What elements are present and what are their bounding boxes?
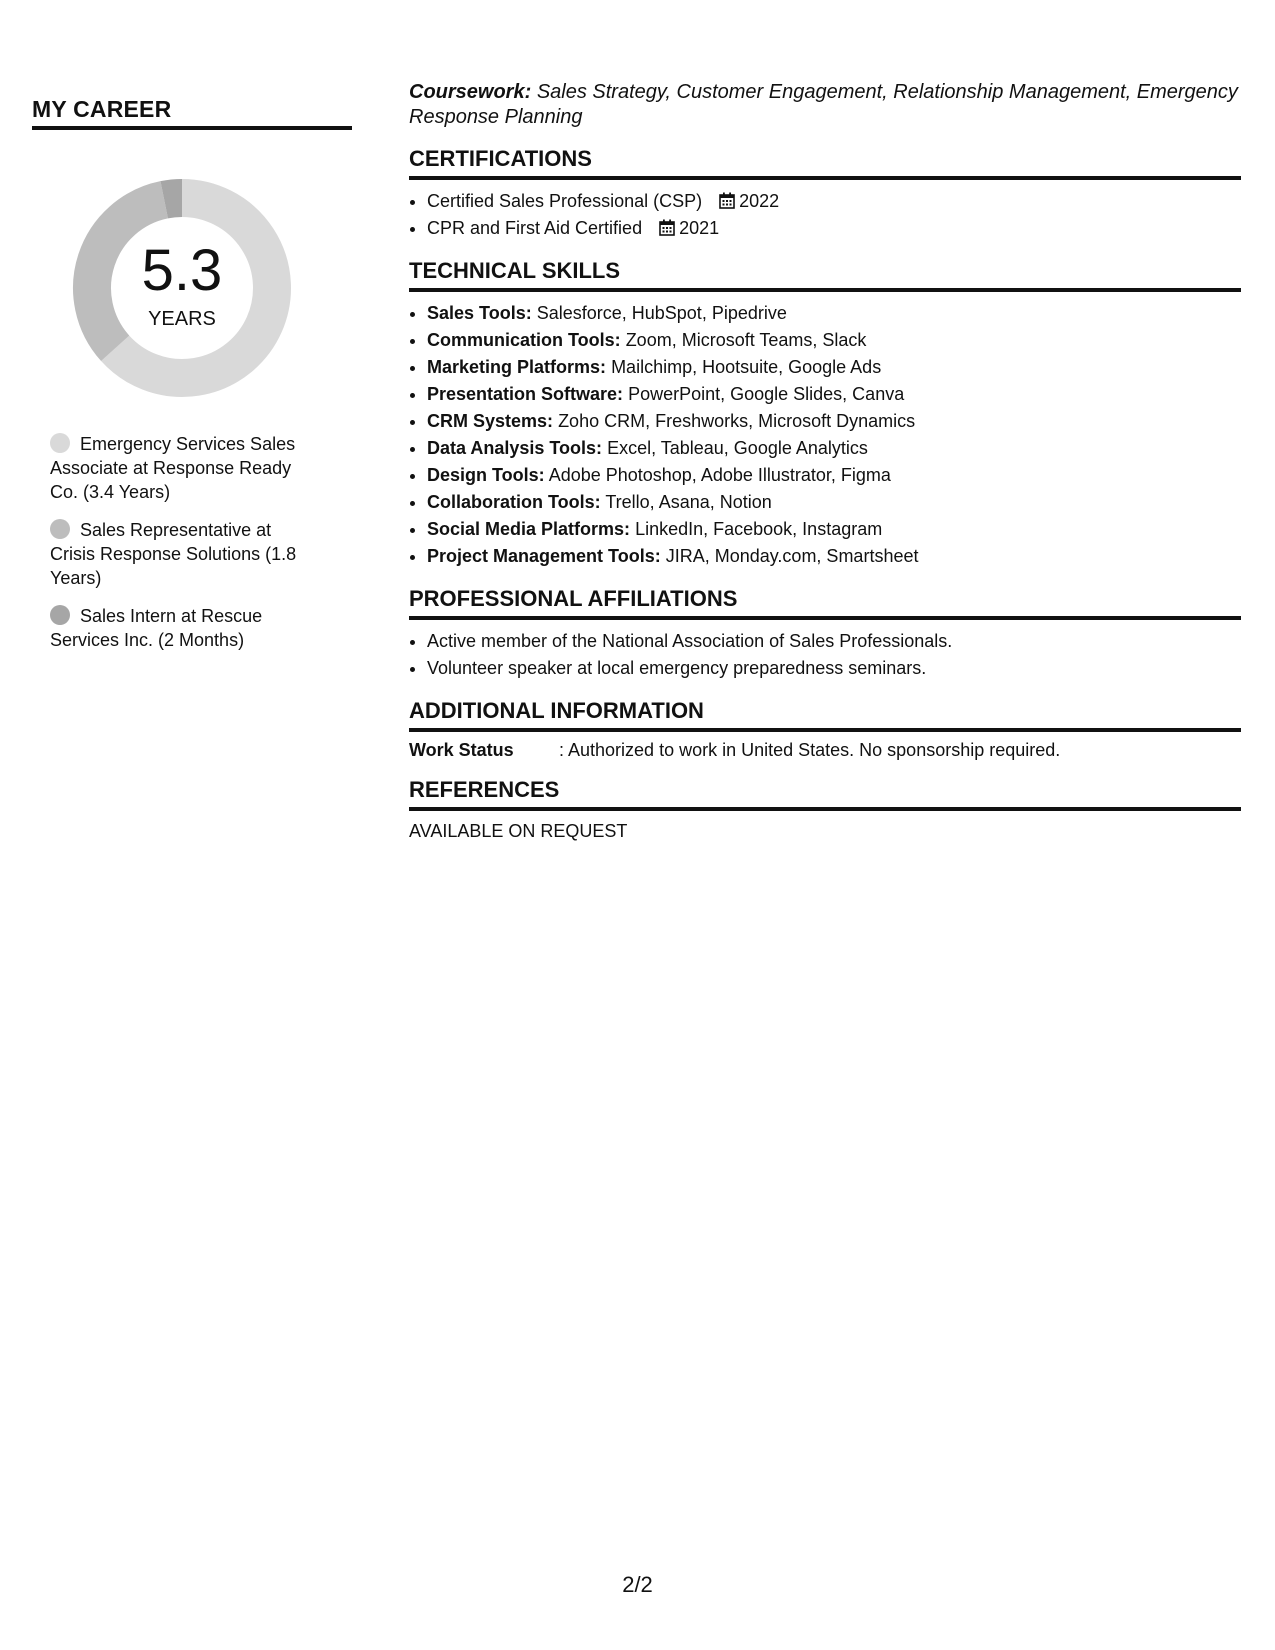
main-content	[409, 80, 1241, 842]
references-heading: REFERENCES	[409, 777, 1241, 811]
work-status-row	[409, 740, 1241, 761]
legend-item	[50, 604, 320, 652]
legend-dot-icon	[50, 605, 70, 625]
skill-label: Collaboration Tools:	[427, 492, 601, 512]
certification-name: Certified Sales Professional (CSP)	[427, 191, 703, 211]
career-sidebar	[32, 96, 352, 666]
skill-item	[427, 300, 1241, 327]
skill-label: CRM Systems:	[427, 411, 554, 431]
legend-dot-icon	[50, 433, 70, 453]
legend-text: Emergency Services Sales Associate at Response Ready Co. (3.4 Years)	[50, 434, 296, 502]
skill-value: Salesforce, HubSpot, Pipedrive	[536, 303, 787, 323]
legend-text: Sales Representative at Crisis Response Solutions (1.8 Years)	[50, 520, 297, 588]
coursework-label: Coursework:	[409, 81, 532, 103]
skill-value: LinkedIn, Facebook, Instagram	[635, 519, 883, 539]
skill-value: Excel, Tableau, Google Analytics	[607, 438, 868, 458]
certification-item	[427, 188, 1241, 215]
career-heading: MY CAREER	[32, 96, 352, 130]
certification-item	[427, 215, 1241, 242]
skill-label: Design Tools:	[427, 465, 545, 485]
skill-item	[427, 354, 1241, 381]
coursework	[409, 80, 1241, 130]
affiliations-heading: PROFESSIONAL AFFILIATIONS	[409, 586, 1241, 620]
work-status-value: : Authorized to work in United States. No sponsorship required.	[559, 740, 1061, 760]
skill-label: Project Management Tools:	[427, 546, 661, 566]
coursework-text: Sales Strategy, Customer Engagement, Relationship Management, Emergency Response Planning	[409, 81, 1238, 128]
legend-text: Sales Intern at Rescue Services Inc. (2 Months)	[50, 606, 263, 650]
skill-label: Data Analysis Tools:	[427, 438, 603, 458]
certification-year: 2021	[679, 218, 720, 238]
skill-item	[427, 381, 1241, 408]
career-donut-chart	[66, 172, 298, 404]
skill-value: Trello, Asana, Notion	[605, 492, 772, 512]
additional-info-heading: ADDITIONAL INFORMATION	[409, 698, 1241, 732]
affiliations-list	[409, 628, 1241, 682]
skill-label: Sales Tools:	[427, 303, 532, 323]
additional-info-section	[409, 698, 1241, 761]
skill-value: PowerPoint, Google Slides, Canva	[628, 384, 905, 404]
references-text: AVAILABLE ON REQUEST	[409, 821, 628, 841]
skill-item	[427, 516, 1241, 543]
affiliation-item: • Volunteer speaker at local emergency preparedness seminars.	[427, 655, 1241, 682]
skill-value: JIRA, Monday.com, Smartsheet	[665, 546, 919, 566]
technical-skills-heading: TECHNICAL SKILLS	[409, 258, 1241, 292]
certifications-list	[409, 188, 1241, 242]
skill-item	[427, 408, 1241, 435]
skill-value: Zoho CRM, Freshworks, Microsoft Dynamics	[558, 411, 916, 431]
certifications-heading: CERTIFICATIONS	[409, 146, 1241, 180]
skill-value: Zoom, Microsoft Teams, Slack	[625, 330, 867, 350]
certification-name: CPR and First Aid Certified	[427, 218, 643, 238]
total-years-value: 5.3	[141, 238, 223, 303]
skill-value: Adobe Photoshop, Adobe Illustrator, Figma	[548, 465, 891, 485]
references-section	[409, 777, 1241, 842]
skill-item	[427, 489, 1241, 516]
legend-item	[50, 432, 320, 504]
work-status-label: Work Status	[409, 740, 514, 760]
total-years-unit: YEARS	[148, 308, 216, 330]
legend-dot-icon	[50, 519, 70, 539]
technical-skills-list	[409, 300, 1241, 570]
page-number: 2/2	[622, 1572, 653, 1597]
skill-value: Mailchimp, Hootsuite, Google Ads	[611, 357, 882, 377]
certification-year: 2022	[739, 191, 780, 211]
skill-label: Presentation Software:	[427, 384, 624, 404]
certifications-section	[409, 146, 1241, 242]
skill-item	[427, 462, 1241, 489]
affiliation-item: • Active member of the National Association of Sales Professionals.	[427, 628, 1241, 655]
affiliations-section	[409, 586, 1241, 682]
career-legend	[50, 432, 320, 652]
skill-item	[427, 435, 1241, 462]
legend-item	[50, 518, 320, 590]
skill-item	[427, 543, 1241, 570]
donut-center	[66, 172, 298, 404]
skill-label: Marketing Platforms:	[427, 357, 607, 377]
skill-item	[427, 327, 1241, 354]
skill-label: Communication Tools:	[427, 330, 621, 350]
calendar-icon	[659, 219, 675, 236]
calendar-icon	[719, 192, 735, 209]
technical-skills-section	[409, 258, 1241, 570]
skill-label: Social Media Platforms:	[427, 519, 631, 539]
